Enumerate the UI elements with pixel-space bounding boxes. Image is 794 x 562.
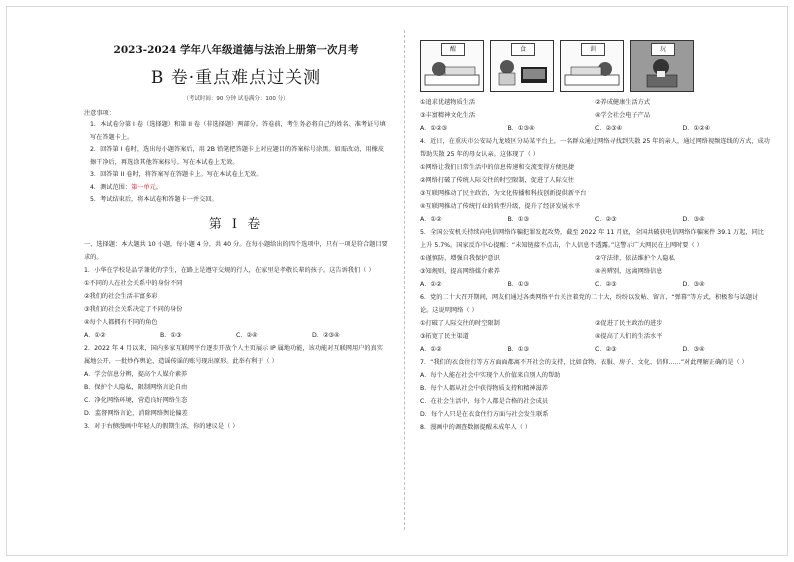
q1-item: ④每个人都拥有不同的角色: [84, 318, 158, 326]
lying-person-icon: [561, 53, 623, 91]
q3-choice-c: C．②③④: [595, 125, 623, 132]
q6-item: ③拓宽了民主渠道: [420, 333, 469, 340]
section-intro: 一、选择题：本大题共 10 小题，每小题 4 分，共 40 分。在每小题给出的四个选项中，只有一项是符合题目要求的。: [84, 240, 388, 261]
q1-item: ②我们的社会生活丰富多彩: [84, 292, 158, 300]
note-item: 2．回答第 I 卷时，选出每小题答案后，用 2B 铅笔把答题卡上对应题目的答案标号涂黑。如需改动，用橡皮擦干净后，再选涂其他答案标号。写在本试卷上无效。: [90, 146, 385, 166]
q3-choice-b: B．①③④: [507, 125, 535, 132]
q4-item: ③互联网推动了民主政治，为文化传播和科技创新提供新平台: [420, 190, 587, 197]
q4-choice-c: C．②③: [595, 216, 617, 223]
comic-panel-play: [630, 40, 694, 92]
q2-choice-c: C．净化网络环境，营造良好网络生态: [84, 396, 188, 404]
question-7-stem: 7．“我们的衣食住行等方方面面都离不开社会的支持，比如食物、衣服、房子、文化、信仰……”对此理解正确的是（ ）: [420, 359, 748, 366]
q6-items-row1: [420, 317, 770, 330]
question-2-stem: 2．2022 年 4 月以来，国内多家互联网平台逐步开放个人主页展示 IP 属地功能，该功能对互联网用户的真实属地公开，一批炒作舆论、造谣传谣的账号现出原形。此举有利于（ ）: [84, 344, 383, 365]
q4-choice-d: D．③④: [682, 216, 705, 223]
sleeping-person-icon: [421, 53, 483, 91]
q5-item: ③知规则，提高网络媒介素养: [420, 268, 500, 275]
q2-choice-d: D．监督网络言论，消除网络舆论偏差: [84, 409, 188, 417]
note-item: 1．本试卷分第 I 卷（选择题）和第 II 卷（非选择题）两部分。答卷前，考生务必将自己的姓名、准考证号填写在答题卡上。: [90, 121, 386, 141]
q6-choice-b: B．①③: [507, 346, 530, 353]
q5-choice-b: B．①③: [507, 281, 530, 288]
q5-item: ①谨慎防，增强自我保护意识: [420, 255, 500, 262]
q6-item: ④提高了人们的生活水平: [595, 333, 663, 340]
note-item-scope: [84, 182, 388, 195]
q5-items-row2: [420, 265, 770, 278]
q1-item: ①不同的人在社会关系中的身份不同: [84, 279, 183, 287]
q4-choices: [420, 213, 770, 226]
note-item: 5．考试结束后，将本试卷和答题卡一并交回。: [90, 196, 218, 203]
q5-choice-d: D．③④: [682, 281, 705, 288]
question-8-stem: 8．漫画中的调查数据提醒未成年人（ ）: [420, 424, 532, 431]
q5-item: ④善辨别，远离网络信息: [595, 268, 663, 275]
q3-items-row1: [420, 96, 770, 109]
q7-choice-c: C．在社会生活中，每个人都是合格的社会成员: [420, 398, 549, 405]
q6-choice-c: C．②③: [595, 346, 617, 353]
comic-panel-label: 醒: [441, 43, 465, 56]
comic-panel-label: 玩: [651, 43, 675, 56]
q4-choice-a: A．①②: [420, 216, 442, 223]
q1-choices: [84, 329, 388, 342]
q3-item: ②养成健康生活方式: [595, 99, 651, 106]
q3-items-row2: [420, 109, 770, 122]
eating-person-icon: [491, 53, 553, 91]
note-item: 3．回答第 II 卷时，将答案写在答题卡上。写在本试卷上无效。: [90, 171, 263, 178]
q3-choice-d: D．①②④: [682, 125, 711, 132]
q2-choice-b: B．保护个人隐私，限制网络言论自由: [84, 383, 188, 391]
q6-items-row2: [420, 330, 770, 343]
note-scope-label: 4．测试范围：: [90, 183, 132, 191]
question-5-stem: 5．全国公安机关持续向电信网络诈骗犯罪发起攻势，截至 2022 年 11 月底，全国共破获电信网络诈骗案件 39.1 万起，同比上升 5.7%。国家反诈中心提醒：“未知链接不点击，个人信息不透露。”这警示广大网民在上网时要（ ）: [420, 229, 764, 249]
q1-item: ③我们的社会关系决定了不同的身份: [84, 305, 183, 313]
phone-user-icon: [631, 53, 693, 91]
q5-choice-a: A．①②: [420, 281, 442, 288]
q5-choice-c: C．②③: [595, 281, 617, 288]
q2-choice-a: A．学会信息分辨，提高个人媒介素养: [84, 370, 188, 378]
comic-panel-eat: [490, 40, 554, 92]
note-scope-value: 第一单元。: [131, 183, 162, 191]
comic-panel-train: [560, 40, 624, 92]
q7-choice-d: D．每个人只是在衣食住行方面与社会发生联系: [420, 411, 549, 418]
q7-choice-a: A．每个人能在社会中实现个人价值来自别人的帮助: [420, 372, 561, 379]
column-divider: [404, 30, 405, 530]
q1-choice-c: C．②④: [236, 331, 258, 339]
q5-choices: [420, 278, 770, 291]
exam-subtitle: B 卷·重点难点过关测: [150, 68, 322, 88]
right-column: [420, 40, 770, 434]
left-column: [84, 30, 388, 433]
q3-item: ③丰富精神文化生活: [420, 112, 476, 119]
q1-choice-d: D．②③④: [312, 331, 340, 339]
q6-choices: [420, 343, 770, 356]
q6-choice-d: D．③④: [682, 346, 705, 353]
q4-choice-b: B．①③: [507, 216, 530, 223]
q4-item: ④互联网推动了传统行业的转型升级，提升了经济发展水平: [420, 203, 581, 210]
q3-choice-a: A．①②③: [420, 125, 448, 132]
q4-item: ②网络打破了传统人际交往的时空限制，促进了人际交往: [420, 177, 575, 184]
q3-choices: [420, 122, 770, 135]
q3-item: ①追求优越物质生活: [420, 99, 476, 106]
q6-item: ①打破了人际交往的时空限制: [420, 320, 500, 327]
q5-item: ②守法律，依法维护个人隐私: [595, 255, 675, 262]
exam-meta: （考试时间：90 分钟 试卷满分：100 分）: [183, 96, 289, 102]
comic-panel-label: 食: [511, 43, 535, 56]
notes-heading: 注意事项：: [84, 110, 115, 117]
q1-choice-a: A．①②: [84, 331, 106, 339]
q6-item: ②促进了民主政治的进步: [595, 320, 663, 327]
q4-item: ①网络让我们日常生活中的信息传递和交流变得方便迅捷: [420, 164, 575, 171]
exam-title: 2023-2024 学年八年级道德与法治上册第一次月考: [113, 44, 359, 56]
question-6-stem: 6．党的二十大召开期间，网友们通过各类网络平台关注着党的二十大，纷纷以发帖、留言、“弹幕”等方式，积极参与话题讨论。这说明网络（ ）: [420, 294, 759, 314]
q3-item: ④学会社会电子产品: [595, 112, 651, 119]
q1-choice-b: B．①③: [160, 331, 182, 339]
question-3-stem: 3．对于右侧漫画中年轻人的假期生活，你的建议是（ ）: [84, 422, 239, 430]
q6-choice-a: A．①②: [420, 346, 442, 353]
part-title: 第 I 卷: [208, 216, 264, 232]
comic-panels: [420, 40, 770, 92]
q5-items-row1: [420, 252, 770, 265]
comic-panel-label: 训: [581, 43, 605, 56]
question-1-stem: 1．小华在学校是品学兼优的学生，在路上是遵守交规的行人，在家里是孝敬长辈的孩子。这告诉我们（ ）: [84, 266, 375, 274]
q7-choice-b: B．每个人都从社会中获得物质支持和精神滋养: [420, 385, 548, 392]
comic-panel-wake: [420, 40, 484, 92]
question-4-stem: 4．近日，在重庆市公安局九龙坡区分局某平台上，一名群众通过网络寻找到失散 25 年的亲人，通过网络视频连线的方式，成功帮助失散 25 年的母女认亲。这体现了（ ）: [420, 138, 770, 158]
